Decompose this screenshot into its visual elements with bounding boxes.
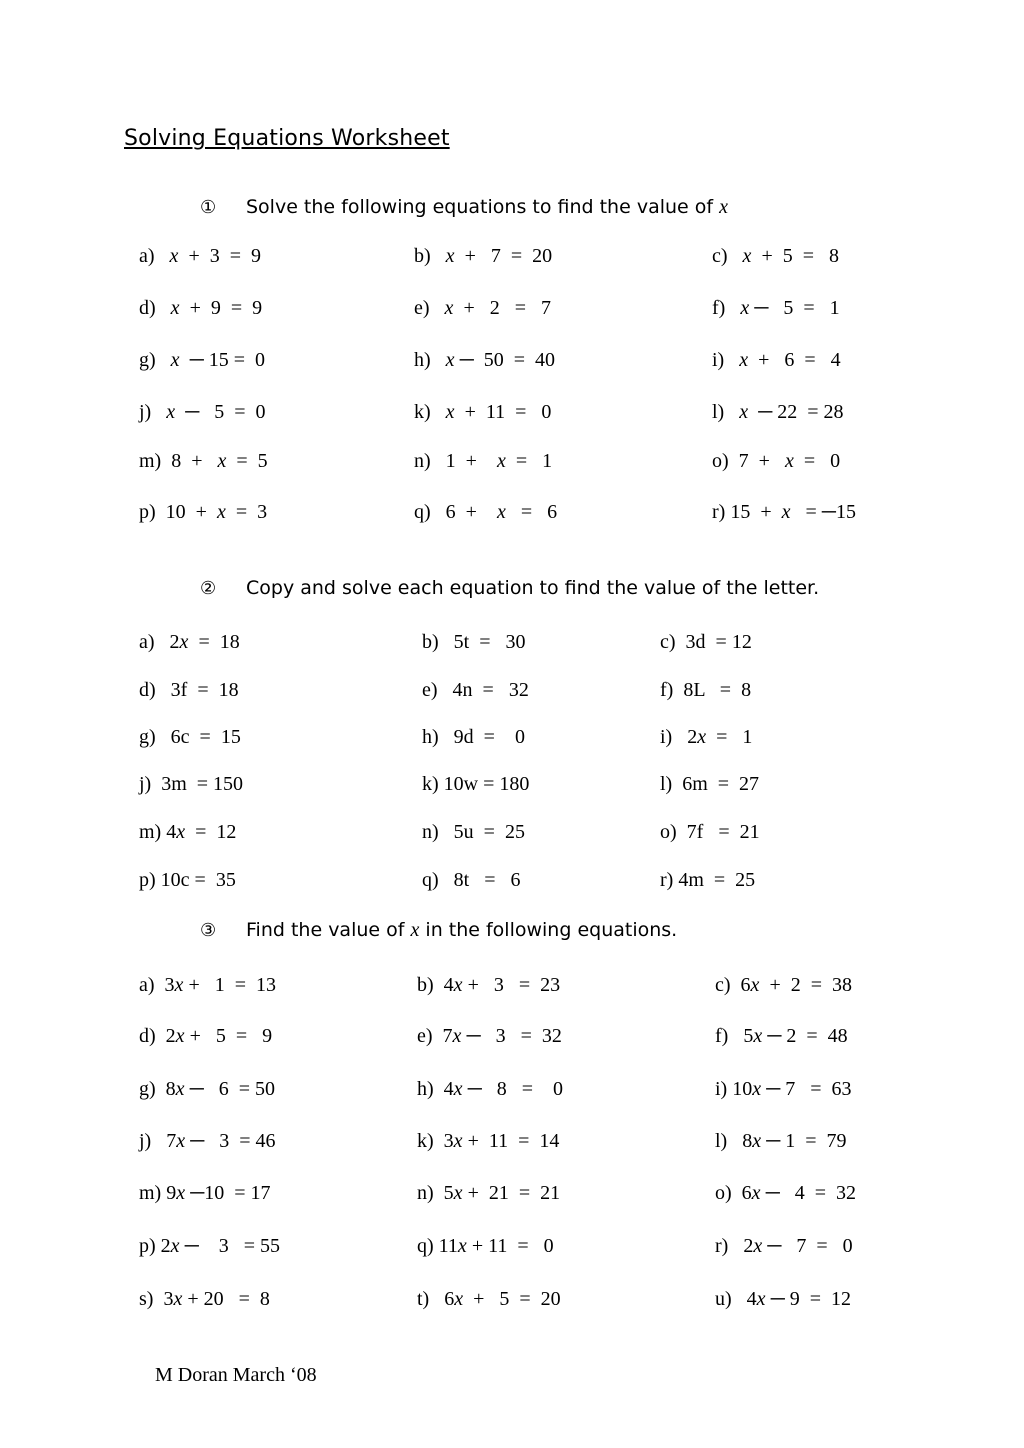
equation-item: i) 2x = 1 [660,726,753,748]
equation-item: r) 15 + x = ─15 [712,501,856,523]
equation-item: m) 4x = 12 [139,821,237,843]
equation-item: a) 2x = 18 [139,631,240,653]
equation-item: n) 1 + x = 1 [414,450,553,472]
equation-item: r) 2x ─ 7 = 0 [715,1235,853,1257]
equation-item: g) x ─ 15 = 0 [139,349,266,371]
equation-item: k) x + 11 = 0 [414,401,552,423]
equation-item: d) 2x + 5 = 9 [139,1025,273,1047]
equation-item: g) 8x ─ 6 = 50 [139,1078,276,1100]
instruction-text: in the following equations. [419,919,678,941]
equation-item: j) x ─ 5 = 0 [139,401,266,423]
section-1-instruction [200,196,728,219]
equation-item: d) x + 9 = 9 [139,297,263,319]
equation-item: c) 6x + 2 = 38 [715,974,852,996]
equation-item: k) 10w = 180 [422,773,530,795]
equation-item: t) 6x + 5 = 20 [417,1288,561,1310]
instruction-variable: x [719,196,729,218]
equation-item: j) 7x ─ 3 = 46 [139,1130,276,1152]
equation-item: o) 7 + x = 0 [712,450,841,472]
instruction-text: Solve the following equations to find the value of [246,196,720,218]
equation-item: b) 4x + 3 = 23 [417,974,561,996]
equation-item: l) x ─ 22 = 28 [712,401,844,423]
equation-item: d) 3f = 18 [139,679,239,701]
section-1-number: ① [200,197,217,218]
equation-item: r) 4m = 25 [660,869,756,891]
equation-item: l) 6m = 27 [660,773,760,795]
equation-item: f) 8L = 8 [660,679,752,701]
equation-item: e) 4n = 32 [422,679,529,701]
equation-item: b) x + 7 = 20 [414,245,553,267]
equation-item: c) 3d = 12 [660,631,752,653]
equation-item: p) 2x ─ 3 = 55 [139,1235,281,1257]
equation-item: q) 6 + x = 6 [414,501,558,523]
equation-item: n) 5x + 21 = 21 [417,1182,561,1204]
equation-item: p) 10c = 35 [139,869,236,891]
equation-item: c) x + 5 = 8 [712,245,839,267]
footer-credit: M Doran March ‘08 [155,1364,317,1386]
instruction-variable: x [410,919,420,941]
equation-item: q) 11x + 11 = 0 [417,1235,554,1257]
equation-item: a) x + 3 = 9 [139,245,261,267]
equation-item: j) 3m = 150 [139,773,244,795]
equation-item: b) 5t = 30 [422,631,526,653]
equation-item: m) 8 + x = 5 [139,450,268,472]
equation-item: o) 6x ─ 4 = 32 [715,1182,857,1204]
equation-item: e) x + 2 = 7 [414,297,551,319]
section-2-number: ② [200,578,217,599]
instruction-text: Find the value of [246,919,411,941]
equation-item: u) 4x ─ 9 = 12 [715,1288,852,1310]
worksheet-title: Solving Equations Worksheet [124,126,450,151]
equation-item: o) 7f = 21 [660,821,760,843]
section-3-number: ③ [200,920,217,941]
section-2-instruction [200,577,819,599]
equation-item: h) 4x ─ 8 = 0 [417,1078,564,1100]
equation-item: p) 10 + x = 3 [139,501,268,523]
equation-item: f) 5x ─ 2 = 48 [715,1025,848,1047]
equation-item: a) 3x + 1 = 13 [139,974,276,996]
equation-item: f) x ─ 5 = 1 [712,297,840,319]
equation-item: g) 6c = 15 [139,726,241,748]
equation-item: e) 7x ─ 3 = 32 [417,1025,562,1047]
section-3-instruction [200,919,677,942]
instruction-text: Copy and solve each equation to find the value of the letter. [246,577,820,599]
equation-item: i) x + 6 = 4 [712,349,841,371]
equation-item: m) 9x ─10 = 17 [139,1182,271,1204]
equation-item: s) 3x + 20 = 8 [139,1288,270,1310]
equation-item: i) 10x ─ 7 = 63 [715,1078,852,1100]
equation-item: k) 3x + 11 = 14 [417,1130,560,1152]
equation-item: h) 9d = 0 [422,726,525,748]
equation-item: n) 5u = 25 [422,821,525,843]
equation-item: h) x ─ 50 = 40 [414,349,556,371]
equation-item: q) 8t = 6 [422,869,521,891]
equation-item: l) 8x ─ 1 = 79 [715,1130,847,1152]
